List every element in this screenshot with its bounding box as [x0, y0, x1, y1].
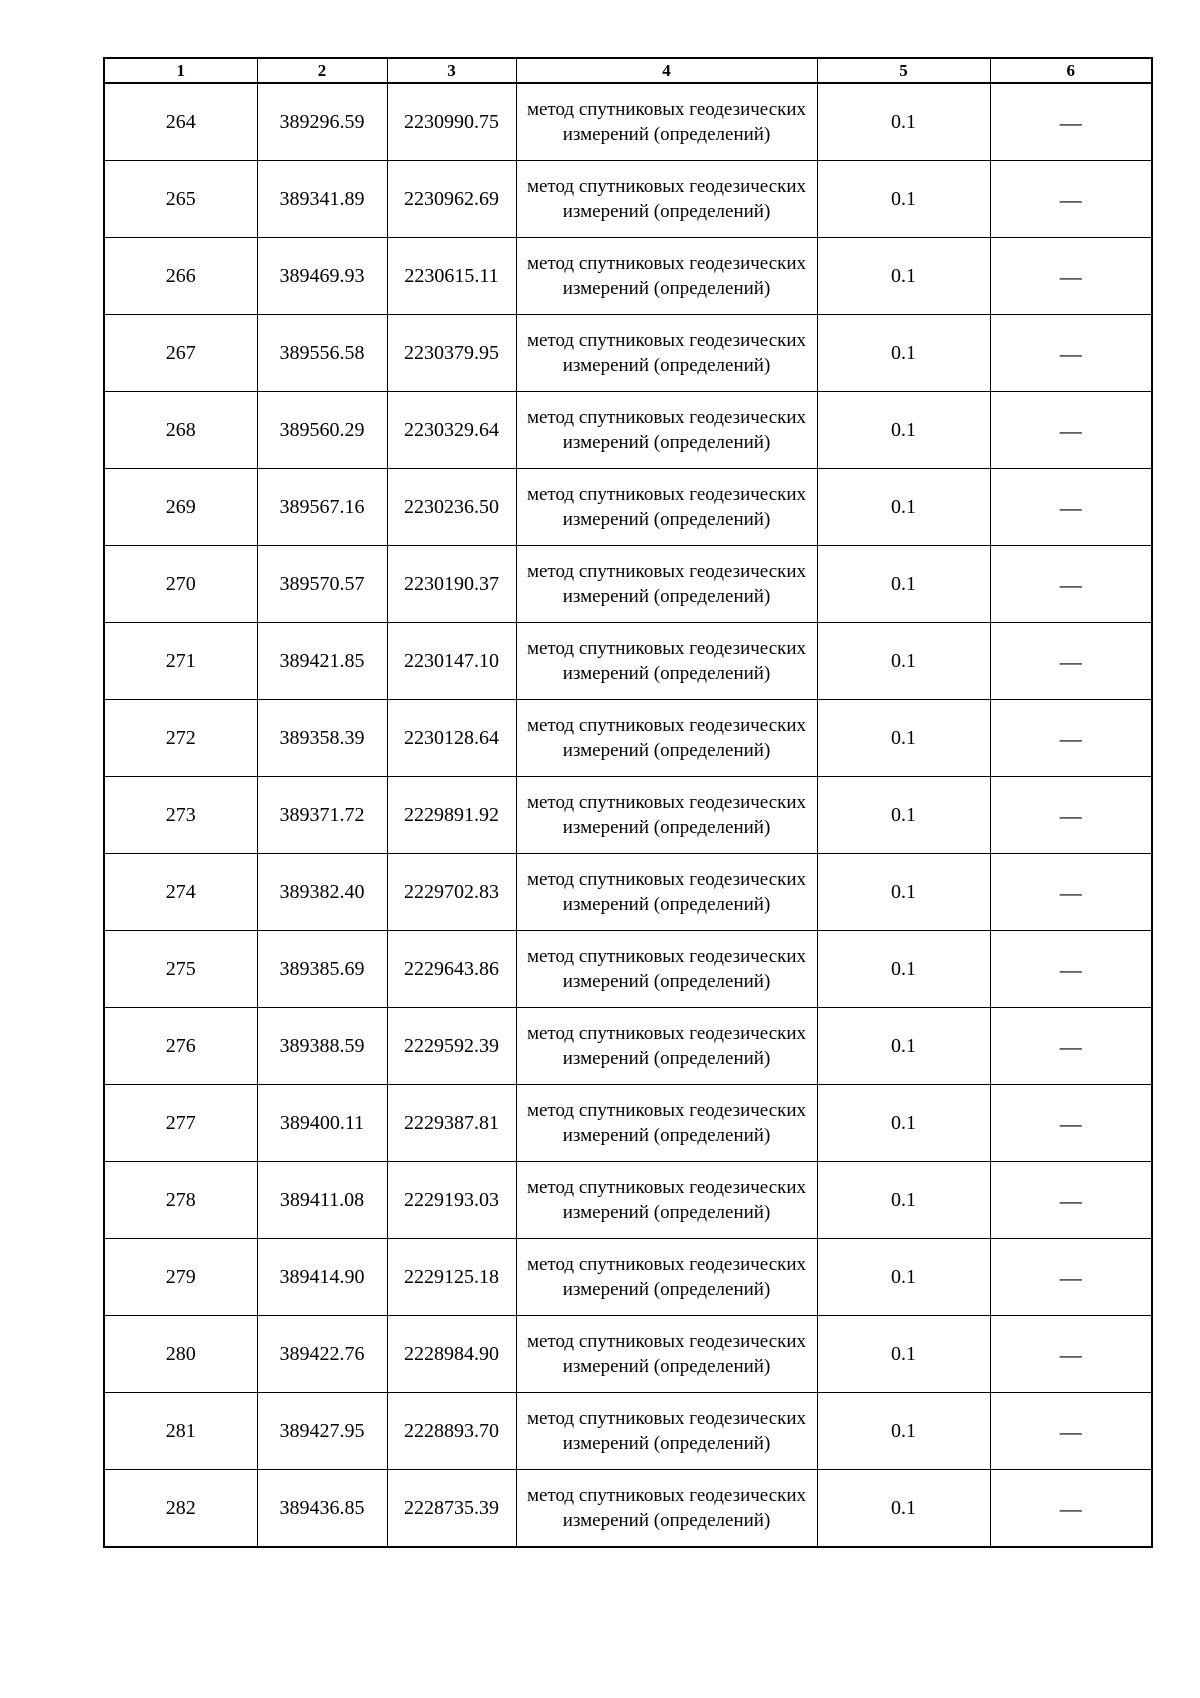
point-number-cell: 266 — [104, 238, 257, 315]
table-row — [104, 854, 1152, 931]
method-cell: метод спутниковых геодезических измерений (определений) — [516, 161, 817, 238]
point-number-cell: 268 — [104, 392, 257, 469]
method-cell: метод спутниковых геодезических измерений (определений) — [516, 854, 817, 931]
method-cell: метод спутниковых геодезических измерений (определений) — [516, 700, 817, 777]
table-row — [104, 469, 1152, 546]
method-cell: метод спутниковых геодезических измерений (определений) — [516, 623, 817, 700]
y-coordinate-cell: 2229702.83 — [387, 854, 516, 931]
y-coordinate-cell: 2229891.92 — [387, 777, 516, 854]
method-cell: метод спутниковых геодезических измерений (определений) — [516, 315, 817, 392]
x-coordinate-cell: 389436.85 — [257, 1470, 387, 1548]
note-cell: — — [990, 777, 1152, 854]
accuracy-cell: 0.1 — [817, 1008, 990, 1085]
method-cell: метод спутниковых геодезических измерений (определений) — [516, 546, 817, 623]
column-header-5: 5 — [817, 58, 990, 83]
x-coordinate-cell: 389414.90 — [257, 1239, 387, 1316]
y-coordinate-cell: 2230147.10 — [387, 623, 516, 700]
x-coordinate-cell: 389411.08 — [257, 1162, 387, 1239]
accuracy-cell: 0.1 — [817, 700, 990, 777]
table-row — [104, 1239, 1152, 1316]
column-header-4: 4 — [516, 58, 817, 83]
accuracy-cell: 0.1 — [817, 1470, 990, 1548]
method-cell: метод спутниковых геодезических измерений (определений) — [516, 1239, 817, 1316]
x-coordinate-cell: 389341.89 — [257, 161, 387, 238]
x-coordinate-cell: 389469.93 — [257, 238, 387, 315]
table-row — [104, 1085, 1152, 1162]
point-number-cell: 271 — [104, 623, 257, 700]
note-cell: — — [990, 1470, 1152, 1548]
y-coordinate-cell: 2228735.39 — [387, 1470, 516, 1548]
y-coordinate-cell: 2229387.81 — [387, 1085, 516, 1162]
x-coordinate-cell: 389385.69 — [257, 931, 387, 1008]
column-header-6: 6 — [990, 58, 1152, 83]
table-row — [104, 700, 1152, 777]
table-body — [104, 83, 1152, 1547]
note-cell: — — [990, 546, 1152, 623]
point-number-cell: 270 — [104, 546, 257, 623]
method-cell: метод спутниковых геодезических измерений (определений) — [516, 777, 817, 854]
method-cell: метод спутниковых геодезических измерений (определений) — [516, 1162, 817, 1239]
accuracy-cell: 0.1 — [817, 1316, 990, 1393]
table-row — [104, 83, 1152, 161]
point-number-cell: 265 — [104, 161, 257, 238]
column-header-3: 3 — [387, 58, 516, 83]
note-cell: — — [990, 83, 1152, 161]
column-header-1: 1 — [104, 58, 257, 83]
accuracy-cell: 0.1 — [817, 546, 990, 623]
accuracy-cell: 0.1 — [817, 238, 990, 315]
note-cell: — — [990, 700, 1152, 777]
table-row — [104, 392, 1152, 469]
accuracy-cell: 0.1 — [817, 315, 990, 392]
note-cell: — — [990, 392, 1152, 469]
table-row — [104, 1162, 1152, 1239]
x-coordinate-cell: 389371.72 — [257, 777, 387, 854]
table-row — [104, 777, 1152, 854]
note-cell: — — [990, 1316, 1152, 1393]
y-coordinate-cell: 2229592.39 — [387, 1008, 516, 1085]
point-number-cell: 272 — [104, 700, 257, 777]
method-cell: метод спутниковых геодезических измерений (определений) — [516, 1008, 817, 1085]
x-coordinate-cell: 389358.39 — [257, 700, 387, 777]
x-coordinate-cell: 389296.59 — [257, 83, 387, 161]
table-row — [104, 315, 1152, 392]
point-number-cell: 264 — [104, 83, 257, 161]
y-coordinate-cell: 2230615.11 — [387, 238, 516, 315]
y-coordinate-cell: 2230379.95 — [387, 315, 516, 392]
accuracy-cell: 0.1 — [817, 854, 990, 931]
note-cell: — — [990, 854, 1152, 931]
point-number-cell: 275 — [104, 931, 257, 1008]
note-cell: — — [990, 161, 1152, 238]
y-coordinate-cell: 2230990.75 — [387, 83, 516, 161]
accuracy-cell: 0.1 — [817, 469, 990, 546]
point-number-cell: 274 — [104, 854, 257, 931]
method-cell: метод спутниковых геодезических измерений (определений) — [516, 1393, 817, 1470]
table-header — [104, 58, 1152, 83]
x-coordinate-cell: 389570.57 — [257, 546, 387, 623]
table-row — [104, 623, 1152, 700]
note-cell: — — [990, 238, 1152, 315]
note-cell: — — [990, 1162, 1152, 1239]
accuracy-cell: 0.1 — [817, 83, 990, 161]
note-cell: — — [990, 1008, 1152, 1085]
note-cell: — — [990, 1393, 1152, 1470]
x-coordinate-cell: 389422.76 — [257, 1316, 387, 1393]
y-coordinate-cell: 2230962.69 — [387, 161, 516, 238]
method-cell: метод спутниковых геодезических измерений (определений) — [516, 1470, 817, 1548]
column-header-2: 2 — [257, 58, 387, 83]
accuracy-cell: 0.1 — [817, 623, 990, 700]
point-number-cell: 276 — [104, 1008, 257, 1085]
point-number-cell: 279 — [104, 1239, 257, 1316]
y-coordinate-cell: 2230329.64 — [387, 392, 516, 469]
y-coordinate-cell: 2229643.86 — [387, 931, 516, 1008]
accuracy-cell: 0.1 — [817, 392, 990, 469]
accuracy-cell: 0.1 — [817, 1393, 990, 1470]
x-coordinate-cell: 389400.11 — [257, 1085, 387, 1162]
point-number-cell: 282 — [104, 1470, 257, 1548]
point-number-cell: 269 — [104, 469, 257, 546]
accuracy-cell: 0.1 — [817, 1162, 990, 1239]
point-number-cell: 281 — [104, 1393, 257, 1470]
table-row — [104, 1316, 1152, 1393]
method-cell: метод спутниковых геодезических измерений (определений) — [516, 1316, 817, 1393]
method-cell: метод спутниковых геодезических измерений (определений) — [516, 83, 817, 161]
y-coordinate-cell: 2230236.50 — [387, 469, 516, 546]
x-coordinate-cell: 389560.29 — [257, 392, 387, 469]
table-row — [104, 1393, 1152, 1470]
note-cell: — — [990, 931, 1152, 1008]
note-cell: — — [990, 1239, 1152, 1316]
point-number-cell: 277 — [104, 1085, 257, 1162]
point-number-cell: 273 — [104, 777, 257, 854]
method-cell: метод спутниковых геодезических измерений (определений) — [516, 931, 817, 1008]
y-coordinate-cell: 2230190.37 — [387, 546, 516, 623]
x-coordinate-cell: 389388.59 — [257, 1008, 387, 1085]
table-row — [104, 546, 1152, 623]
x-coordinate-cell: 389421.85 — [257, 623, 387, 700]
y-coordinate-cell: 2230128.64 — [387, 700, 516, 777]
point-number-cell: 267 — [104, 315, 257, 392]
y-coordinate-cell: 2229125.18 — [387, 1239, 516, 1316]
method-cell: метод спутниковых геодезических измерений (определений) — [516, 1085, 817, 1162]
note-cell: — — [990, 469, 1152, 546]
note-cell: — — [990, 623, 1152, 700]
x-coordinate-cell: 389427.95 — [257, 1393, 387, 1470]
y-coordinate-cell: 2229193.03 — [387, 1162, 516, 1239]
x-coordinate-cell: 389382.40 — [257, 854, 387, 931]
accuracy-cell: 0.1 — [817, 1085, 990, 1162]
method-cell: метод спутниковых геодезических измерений (определений) — [516, 469, 817, 546]
coordinates-table — [103, 57, 1153, 1548]
x-coordinate-cell: 389567.16 — [257, 469, 387, 546]
note-cell: — — [990, 315, 1152, 392]
method-cell: метод спутниковых геодезических измерений (определений) — [516, 392, 817, 469]
table-row — [104, 1008, 1152, 1085]
y-coordinate-cell: 2228984.90 — [387, 1316, 516, 1393]
point-number-cell: 278 — [104, 1162, 257, 1239]
table-row — [104, 1470, 1152, 1548]
accuracy-cell: 0.1 — [817, 1239, 990, 1316]
accuracy-cell: 0.1 — [817, 777, 990, 854]
y-coordinate-cell: 2228893.70 — [387, 1393, 516, 1470]
table-row — [104, 238, 1152, 315]
accuracy-cell: 0.1 — [817, 161, 990, 238]
table-row — [104, 931, 1152, 1008]
table-row — [104, 161, 1152, 238]
note-cell: — — [990, 1085, 1152, 1162]
point-number-cell: 280 — [104, 1316, 257, 1393]
header-row — [104, 58, 1152, 83]
method-cell: метод спутниковых геодезических измерений (определений) — [516, 238, 817, 315]
accuracy-cell: 0.1 — [817, 931, 990, 1008]
x-coordinate-cell: 389556.58 — [257, 315, 387, 392]
